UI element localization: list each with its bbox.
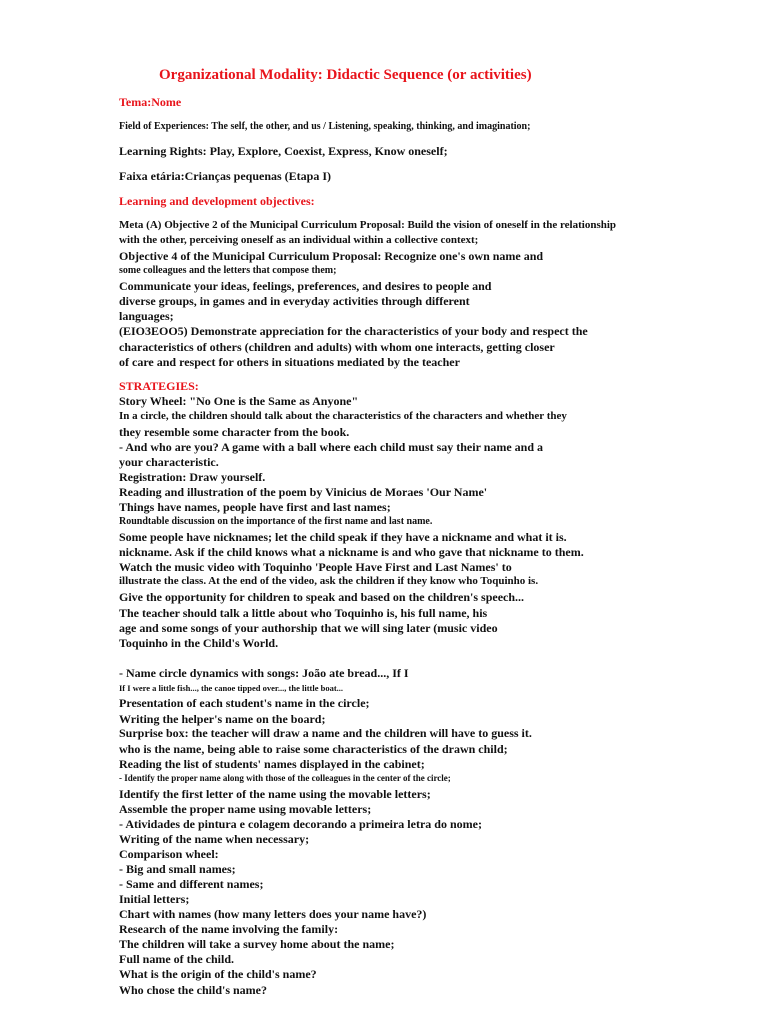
strategy-line: - Identify the proper name along with those of the colleagues in the center of the circle; bbox=[119, 773, 451, 783]
strategy-line: - Name circle dynamics with songs: João ate bread..., If I bbox=[119, 666, 409, 680]
strategy-line: Chart with names (how many letters does your name have?) bbox=[119, 907, 427, 921]
strategy-line: Writing of the name when necessary; bbox=[119, 832, 310, 846]
strategy-line: Roundtable discussion on the importance of the first name and last name. bbox=[119, 516, 433, 527]
strategy-line: In a circle, the children should talk about the characteristics of the characters and whether they bbox=[119, 410, 567, 422]
strategy-line: The children will take a survey home about the name; bbox=[119, 937, 395, 951]
strategy-line: - Big and small names; bbox=[119, 862, 236, 876]
objective-line: languages; bbox=[119, 309, 174, 323]
strategy-line: Toquinho in the Child's World. bbox=[119, 636, 279, 650]
field-of-experiences: Field of Experiences: The self, the other, and us / Listening, speaking, thinking, and imagination; bbox=[119, 121, 531, 132]
strategy-line: - And who are you? A game with a ball where each child must say their name and a bbox=[119, 440, 544, 454]
strategy-line: Things have names, people have first and last names; bbox=[119, 500, 391, 514]
objective-line: (EIO3EOO5) Demonstrate appreciation for the characteristics of your body and respect the bbox=[119, 324, 588, 338]
objective-line: with the other, perceiving oneself as an individual within a collective context; bbox=[119, 234, 479, 246]
objectives-heading: Learning and development objectives: bbox=[119, 194, 315, 208]
strategy-line: What is the origin of the child's name? bbox=[119, 967, 317, 981]
strategy-line: who is the name, being able to raise some characteristics of the drawn child; bbox=[119, 742, 508, 756]
strategy-line: they resemble some character from the book. bbox=[119, 425, 350, 439]
objective-line: diverse groups, in games and in everyday activities through different bbox=[119, 294, 470, 308]
strategy-line: - Atividades de pintura e colagem decorando a primeira letra do nome; bbox=[119, 817, 482, 831]
strategy-line: Surprise box: the teacher will draw a name and the children will have to guess it. bbox=[119, 726, 532, 740]
objective-line: Communicate your ideas, feelings, preferences, and desires to people and bbox=[119, 279, 492, 293]
objective-line: characteristics of others (children and adults) with whom one interacts, getting closer bbox=[119, 340, 555, 354]
strategy-line: Story Wheel: "No One is the Same as Anyone" bbox=[119, 394, 359, 408]
theme-label: Tema:Nome bbox=[119, 95, 182, 109]
strategy-line: Full name of the child. bbox=[119, 952, 235, 966]
strategy-line: Comparison wheel: bbox=[119, 847, 219, 861]
strategy-line: Some people have nicknames; let the child speak if they have a nickname and what it is. bbox=[119, 530, 567, 544]
page-title: Organizational Modality: Didactic Sequence (or activities) bbox=[159, 67, 532, 83]
strategy-line: Reading and illustration of the poem by Vinicius de Moraes 'Our Name' bbox=[119, 485, 488, 499]
strategy-line: Watch the music video with Toquinho 'People Have First and Last Names' to bbox=[119, 560, 512, 574]
strategy-line: illustrate the class. At the end of the video, ask the children if they know who Toquinho is. bbox=[119, 575, 539, 587]
strategy-line: The teacher should talk a little about who Toquinho is, his full name, his bbox=[119, 606, 488, 620]
strategy-line: Identify the first letter of the name using the movable letters; bbox=[119, 787, 431, 801]
strategy-line: Registration: Draw yourself. bbox=[119, 470, 266, 484]
strategy-line: Who chose the child's name? bbox=[119, 983, 268, 997]
strategies-heading: STRATEGIES: bbox=[119, 379, 199, 393]
strategy-line: Writing the helper's name on the board; bbox=[119, 712, 326, 726]
learning-rights: Learning Rights: Play, Explore, Coexist, Express, Know oneself; bbox=[119, 144, 448, 158]
strategy-line: Assemble the proper name using movable letters; bbox=[119, 802, 372, 816]
strategy-line: Presentation of each student's name in the circle; bbox=[119, 696, 370, 710]
strategy-line: your characteristic. bbox=[119, 455, 219, 469]
strategy-line: age and some songs of your authorship that we will sing later (music video bbox=[119, 621, 498, 635]
strategy-line: - Same and different names; bbox=[119, 877, 264, 891]
strategy-line: Give the opportunity for children to speak and based on the children's speech... bbox=[119, 590, 525, 604]
objective-line: some colleagues and the letters that compose them; bbox=[119, 265, 337, 276]
strategy-line: Reading the list of students' names displayed in the cabinet; bbox=[119, 757, 425, 771]
strategy-line: Research of the name involving the family: bbox=[119, 922, 339, 936]
objective-line: of care and respect for others in situations mediated by the teacher bbox=[119, 355, 460, 369]
age-group: Faixa etária:Crianças pequenas (Etapa I) bbox=[119, 169, 331, 183]
objective-line: Objective 4 of the Municipal Curriculum Proposal: Recognize one's own name and bbox=[119, 249, 544, 263]
strategy-line: nickname. Ask if the child knows what a nickname is and who gave that nickname to them. bbox=[119, 545, 584, 559]
objective-line: Meta (A) Objective 2 of the Municipal Curriculum Proposal: Build the vision of oneself in the relationship bbox=[119, 219, 617, 231]
strategy-line: Initial letters; bbox=[119, 892, 190, 906]
strategy-line: If I were a little fish..., the canoe tipped over..., the little boat... bbox=[119, 683, 344, 693]
